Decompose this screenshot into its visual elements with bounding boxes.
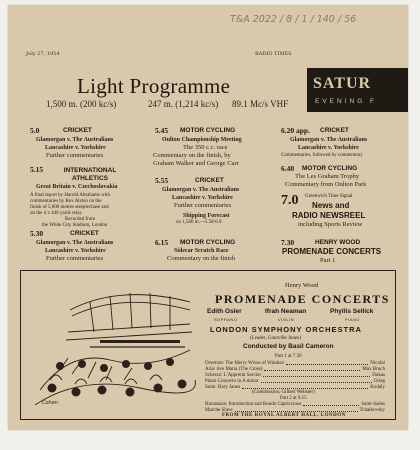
listing-heading: MOTOR CYCLING	[180, 239, 236, 246]
concert-pre-title: Henry Wood	[285, 282, 319, 289]
shipping-forecast-time: on 1,500 m.—5.58-6.0	[176, 220, 222, 225]
listing-time: 5.30	[30, 229, 44, 238]
artist-signature: Cohen	[42, 400, 58, 406]
orchestra-name: LONDON SYMPHONY ORCHESTRA	[210, 325, 362, 334]
performer-name: Phyllis Sellick	[330, 308, 374, 315]
day-tab-subtitle: EVENING F	[315, 98, 378, 105]
listing-line: Lancashire v. Yorkshire	[172, 195, 233, 201]
listing-time: 5.55	[155, 176, 169, 185]
listing-line: Great Britain v. Czechoslovakia	[36, 184, 118, 190]
listing-line: The Les Graham Trophy	[295, 173, 360, 180]
time-signal: Greenwich Time Signal	[305, 194, 353, 199]
listing-line: commentaries by Rex Alston on the	[30, 199, 102, 204]
listing-line: Further commentaries	[46, 255, 104, 262]
frequency-2: 247 m. (1,214 kc/s)	[148, 99, 219, 109]
listing-line: Commentary on the finish, by	[153, 152, 231, 159]
listing-line: Glamorgan v. The Australians	[162, 187, 240, 193]
listing-line: the White City Stadium, London	[42, 223, 108, 228]
listing-heading: INTERNATIONAL ATHLETICS	[63, 167, 117, 182]
orchestra-leader: (Leader, Granville Jones)	[250, 336, 301, 341]
venue: FROM THE ROYAL ALBERT HALL, LONDON	[222, 413, 346, 418]
listing-line: The 350 c.c. race	[183, 144, 228, 151]
shipping-forecast: Shipping Forecast	[183, 213, 230, 219]
listing-heading: MOTOR CYCLING	[180, 127, 236, 134]
listing-line: Commentary on the finish	[167, 255, 236, 262]
orchestra-illustration	[30, 280, 198, 412]
issue-date: July 27, 1954	[26, 51, 60, 57]
performer-role: PIANO	[345, 317, 360, 322]
day-tab-title: SATUR	[313, 75, 372, 92]
listing-line: Commentary from Oulton Park	[285, 181, 367, 188]
listing-line: Glamorgan v. The Australians	[36, 240, 114, 246]
listing-heading: MOTOR CYCLING	[302, 165, 358, 172]
listing-line: Oulton Championship Meeting	[162, 137, 242, 143]
listing-line: Glamorgan v. The Australians	[290, 137, 368, 143]
listing-time: 5.45	[155, 126, 169, 135]
listing-line: Graham Walker and George Carr	[153, 160, 239, 167]
part-2-heading: Part 2 at 9.15	[280, 396, 307, 401]
programme-item: Marche Slave Tchaikovsky	[205, 408, 385, 413]
listing-line: Part 1	[320, 257, 336, 264]
listing-line: Lancashire v. Yorkshire	[45, 145, 106, 151]
listing-heading: RADIO NEWSREEL	[292, 211, 366, 220]
listing-heading: News and	[312, 201, 350, 210]
performer-name: Ifrah Neaman	[265, 308, 307, 315]
publication-name: RADIO TIMES	[255, 51, 292, 57]
listing-line: including Sports Review	[298, 221, 363, 228]
listing-heading: HENRY WOOD	[315, 239, 361, 246]
listing-line: Glamorgan v. The Australians	[36, 137, 114, 143]
listing-line: Recorded from	[65, 217, 96, 222]
archive-reference: T&A 2022 / 8 / 1 / 140 / 56	[230, 14, 357, 25]
listing-line: Further commentaries	[46, 152, 104, 159]
interval-note: (Commission, Gilbert Webster)	[252, 390, 315, 395]
listing-heading: PROMENADE CONCERTS	[282, 247, 382, 256]
programme-item: Suite: Hary Janos Kodály	[205, 385, 385, 390]
programme-item: Scherzo: L'Apprenti Sorcier Dukas	[205, 373, 385, 378]
day-tab	[307, 68, 408, 112]
listing-line: Lancashire v. Yorkshire	[298, 145, 359, 151]
listing-time: 5.0	[30, 126, 40, 135]
programme-item: Havanaise; Introduction and Rondo Capriccioso Saint-Saëns	[205, 402, 385, 407]
frequency-1: 1,500 m. (200 kc/s)	[46, 99, 117, 109]
concert-title: PROMENADE CONCERTS	[215, 292, 390, 306]
listing-line: on the 4 x 440 yards relay	[30, 211, 82, 216]
performer-role: SOPRANO	[214, 317, 238, 322]
conductor: Conducted by Basil Cameron	[243, 343, 334, 350]
programme-item: Overture: The Merry Wives of Windsor Nicolai	[205, 361, 385, 366]
programme-item: Aria: Ave Maria (The Cross) Max Bruch	[205, 367, 385, 372]
listing-heading: CRICKET	[63, 127, 92, 134]
frequency-3: 89.1 Mc/s VHF	[232, 99, 289, 109]
performer-role: VIOLIN	[278, 317, 295, 322]
programme-title: Light Programme	[77, 74, 231, 98]
listing-time: 6.40	[281, 164, 295, 173]
listing-heading: CRICKET	[320, 127, 349, 134]
part-1-heading: Part 1 at 7.30	[275, 354, 302, 359]
listing-line: finish of 5,000 metres steeplechase and	[30, 205, 109, 210]
performer-name: Edith Osler	[207, 308, 242, 315]
listing-line: Commentaries, followed by commentary	[281, 153, 363, 158]
listing-time: 6.20 app.	[281, 126, 310, 135]
listing-time: 7.0	[281, 193, 299, 208]
listing-heading: CRICKET	[70, 230, 99, 237]
listing-heading: CRICKET	[195, 177, 224, 184]
programme-item: Piano Concerto in A minor Grieg	[205, 379, 385, 384]
listing-line: Sidecar Scratch Race	[174, 248, 229, 254]
listing-line: A final report by Harold Abrahams with	[30, 193, 110, 198]
listing-line: Further commentaries	[174, 202, 232, 209]
listing-time: 5.15	[30, 165, 44, 174]
listing-line: Lancashire v. Yorkshire	[45, 248, 106, 254]
listing-time: 6.15	[155, 238, 169, 247]
listing-time: 7.30	[281, 238, 295, 247]
